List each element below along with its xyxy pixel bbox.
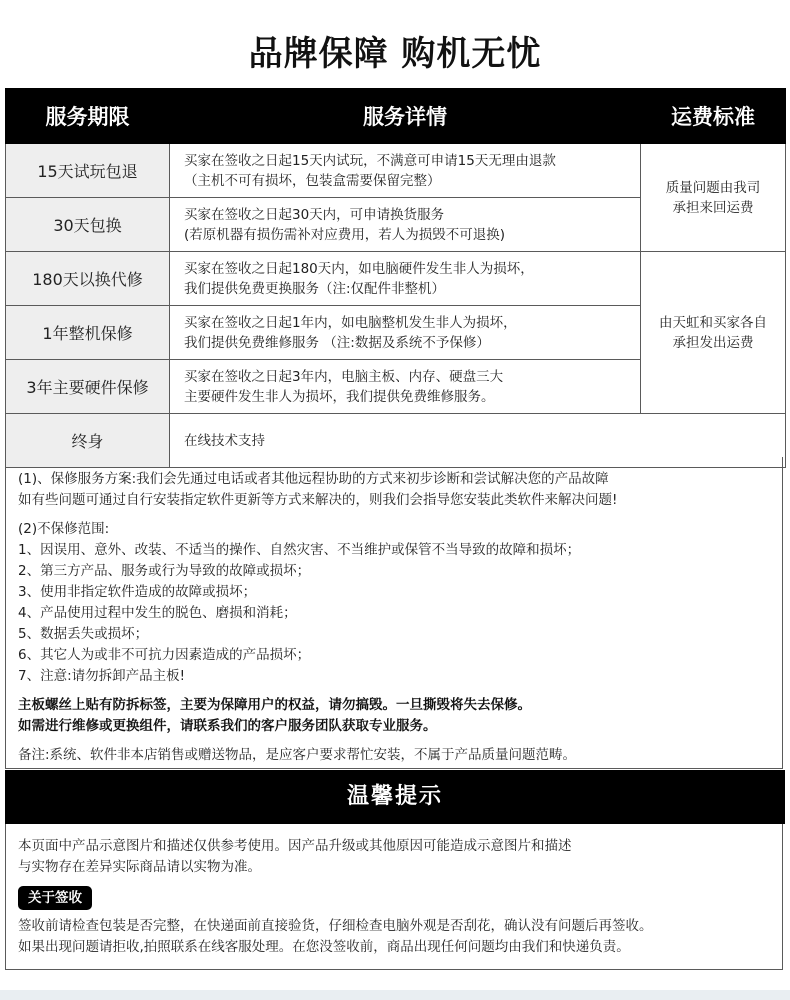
detail-line: 我们提供免费维修服务 （注:数据及系统不予保修） [184, 334, 490, 351]
detail-line: 买家在签收之日起3年内，电脑主板、内存、硬盘三大 [184, 368, 504, 385]
warranty-notes [5, 457, 783, 769]
tips-line: 与实物存在差异实际商品请以实物为准。 [18, 859, 261, 875]
tips-box [5, 824, 783, 970]
period-cell: 180天以换代修 [6, 252, 170, 306]
exclusions-title: (2)不保修范围: [18, 521, 110, 537]
tips-title: 温馨提示 [5, 770, 785, 824]
table-row [6, 144, 786, 198]
period-cell: 15天试玩包退 [6, 144, 170, 198]
remark: 备注:系统、软件非本店销售或赠送物品，是应客户要求帮忙安装，不属于产品质量问题范畴。 [18, 747, 577, 763]
detail-cell [170, 144, 641, 198]
header-period: 服务期限 [6, 89, 170, 144]
detail-cell [170, 198, 641, 252]
header-detail: 服务详情 [170, 89, 641, 144]
service-contact-note: 如需进行维修或更换组件，请联系我们的客户服务团队获取专业服务。 [18, 718, 437, 734]
table-header-row [6, 89, 786, 144]
shipping-line: 承担来回运费 [672, 199, 754, 216]
exclusion-item: 5、数据丢失或损坏； [18, 626, 149, 642]
exclusion-item: 2、第三方产品、服务或行为导致的故障或损坏； [18, 563, 311, 579]
shipping-line: 质量问题由我司 [665, 179, 761, 196]
exclusion-item: 1、因误用、意外、改装、不适当的操作、自然灾害、不当维护或保管不当导致的故障和损坏； [18, 542, 581, 558]
detail-cell [170, 360, 641, 414]
exclusion-item: 4、产品使用过程中发生的脱色、磨损和消耗； [18, 605, 297, 621]
sign-badge: 关于签收 [18, 886, 92, 910]
detail-cell [170, 252, 641, 306]
detail-line: 主要硬件发生非人为损坏，我们提供免费维修服务。 [184, 388, 495, 405]
detail-line: 买家在签收之日起180天内，如电脑硬件发生非人为损坏， [184, 260, 534, 277]
period-cell: 1年整机保修 [6, 306, 170, 360]
shipping-line: 承担发出运费 [672, 334, 754, 351]
detail-line: 买家在签收之日起1年内，如电脑整机发生非人为损坏， [184, 314, 517, 331]
detail-line: 买家在签收之日起15天内试玩，不满意可申请15天无理由退款 [184, 152, 556, 169]
period-cell: 3年主要硬件保修 [6, 360, 170, 414]
shipping-cell [641, 144, 786, 252]
bottom-strip [0, 990, 790, 1000]
plan-line: (1)、保修服务方案:我们会先通过电话或者其他远程协助的方式来初步诊断和尝试解决您的产品故障 [18, 471, 609, 487]
detail-line: 在线技术支持 [184, 432, 265, 449]
header-shipping: 运费标准 [641, 89, 786, 144]
detail-line: 我们提供免费更换服务（注:仅配件非整机） [184, 280, 446, 297]
detail-line: (若原机器有损伤需补对应费用，若人为损毁不可退换) [184, 226, 506, 243]
sign-line: 如果出现问题请拒收,拍照联系在线客服处理。在您没签收前，商品出现任何问题均由我们和快递负责。 [18, 939, 630, 955]
exclusion-item: 6、其它人为或非不可抗力因素造成的产品损坏； [18, 647, 311, 663]
service-table [5, 88, 786, 468]
detail-line: 买家在签收之日起30天内，可申请换货服务 [184, 206, 445, 223]
tips-line: 本页面中产品示意图片和描述仅供参考使用。因产品升级或其他原因可能造成示意图片和描述 [18, 838, 572, 854]
detail-line: （主机不可有损坏，包装盒需要保留完整） [184, 172, 441, 189]
exclusion-item: 3、使用非指定软件造成的故障或损坏； [18, 584, 257, 600]
table-row [6, 252, 786, 306]
exclusion-item: 7、注意:请勿拆卸产品主板! [18, 668, 186, 684]
period-cell: 终身 [6, 414, 170, 468]
detail-cell [170, 306, 641, 360]
page-title: 品牌保障 购机无忧 [248, 34, 542, 74]
plan-line: 如有些问题可通过自行安装指定软件更新等方式来解决的，则我们会指导您安装此类软件来解决问题! [18, 492, 618, 508]
shipping-line: 由天虹和买家各自 [659, 314, 767, 331]
period-cell: 30天包换 [6, 198, 170, 252]
sign-line: 签收前请检查包装是否完整，在快递面前直接验货，仔细检查电脑外观是否刮花，确认没有问题后再签收。 [18, 918, 653, 934]
seal-warning: 主板螺丝上贴有防拆标签，主要为保障用户的权益，请勿搞毁。一旦撕毁将失去保修。 [18, 697, 531, 713]
shipping-cell [641, 252, 786, 414]
